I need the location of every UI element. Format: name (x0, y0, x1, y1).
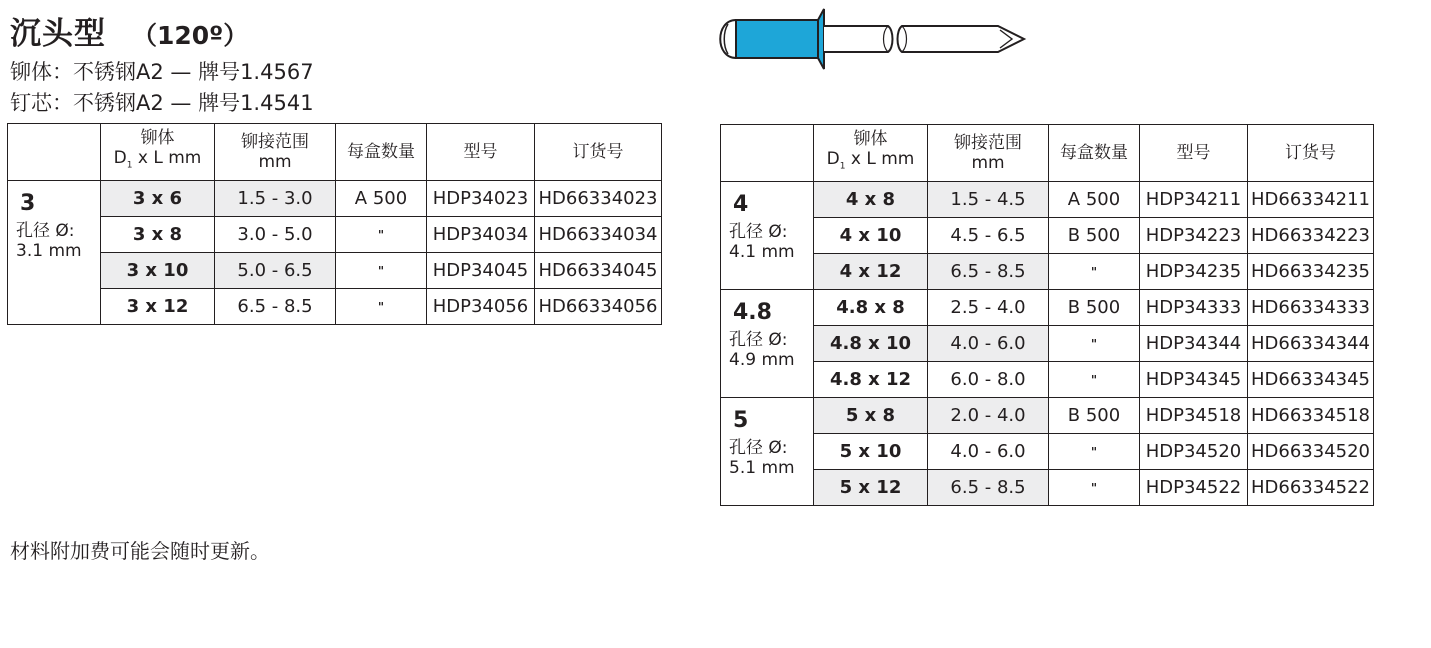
range-cell: 1.5 - 3.0 (215, 181, 336, 217)
header-order-no: 订货号 (535, 124, 662, 181)
type-cell: HDP34520 (1140, 434, 1248, 470)
range-cell: 6.5 - 8.5 (928, 254, 1049, 290)
header-body-prefix: D (826, 149, 840, 170)
type-cell: HDP34223 (1140, 218, 1248, 254)
group-hole-value: 3.1 mm (16, 241, 82, 261)
type-cell: HDP34023 (427, 181, 535, 217)
page-title (10, 8, 248, 53)
table-row (721, 434, 1374, 470)
size-cell: 5 x 8 (814, 398, 928, 434)
order-cell: HD66334518 (1248, 398, 1374, 434)
type-cell: HDP34522 (1140, 470, 1248, 506)
type-cell: HDP34045 (427, 253, 535, 289)
type-cell: HDP34211 (1140, 182, 1248, 218)
group-hole-label: 孔径 Ø: (16, 221, 75, 241)
header-grip-line1: 铆接范围 (241, 132, 309, 152)
size-cell: 4.8 x 12 (814, 362, 928, 398)
box-cell-ditto: " (1049, 326, 1140, 362)
order-cell: HD66334522 (1248, 470, 1374, 506)
box-cell-ditto: " (1049, 254, 1140, 290)
header-body-size (814, 125, 928, 182)
type-cell: HDP34034 (427, 217, 535, 253)
header-body-suffix: x L mm (132, 148, 202, 169)
range-cell: 1.5 - 4.5 (928, 182, 1049, 218)
order-cell: HD66334235 (1248, 254, 1374, 290)
box-cell-ditto: " (1049, 470, 1140, 506)
order-cell: HD66334520 (1248, 434, 1374, 470)
group-diameter: 3 (20, 191, 36, 216)
range-cell: 4.0 - 6.0 (928, 434, 1049, 470)
range-cell: 3.0 - 5.0 (215, 217, 336, 253)
surcharge-note: 材料附加费可能会随时更新。 (10, 539, 270, 563)
title-angle: （120º） (132, 21, 249, 50)
header-grip-line2: mm (971, 153, 1005, 173)
group-hole-value: 4.9 mm (729, 350, 795, 370)
group-cell (721, 182, 814, 290)
size-cell: 4.8 x 8 (814, 290, 928, 326)
table-row (8, 289, 662, 325)
table-row (721, 290, 1374, 326)
box-cell: A 500 (336, 181, 427, 217)
header-blank (8, 124, 101, 181)
title-text: 沉头型 (10, 16, 106, 52)
header-body-size (101, 124, 215, 181)
range-cell: 5.0 - 6.5 (215, 253, 336, 289)
header-body-line1: 铆体 (140, 128, 175, 149)
group-hole-label: 孔径 Ø: (729, 222, 788, 242)
group-hole-label: 孔径 Ø: (729, 330, 788, 350)
order-cell: HD66334023 (535, 181, 662, 217)
table-row (8, 217, 662, 253)
table-row (721, 326, 1374, 362)
type-cell: HDP34344 (1140, 326, 1248, 362)
header-order-no: 订货号 (1248, 125, 1374, 182)
table-header-row (8, 124, 662, 181)
group-diameter: 4.8 (733, 300, 772, 325)
range-cell: 2.0 - 4.0 (928, 398, 1049, 434)
box-cell-ditto: " (336, 253, 427, 289)
header-grip-range (215, 124, 336, 181)
size-cell: 5 x 10 (814, 434, 928, 470)
box-cell-ditto: " (336, 217, 427, 253)
size-cell: 3 x 10 (101, 253, 215, 289)
header-type: 型号 (427, 124, 535, 181)
table-row (721, 218, 1374, 254)
mandrel-material-spec: 钉芯：不锈钢A2 — 牌号1.4541 (10, 91, 314, 115)
range-cell: 2.5 - 4.0 (928, 290, 1049, 326)
order-cell: HD66334344 (1248, 326, 1374, 362)
size-cell: 3 x 6 (101, 181, 215, 217)
header-body-subscript: 1 (839, 161, 846, 172)
header-body-subscript: 1 (126, 160, 133, 171)
size-cell: 4.8 x 10 (814, 326, 928, 362)
size-cell: 4 x 8 (814, 182, 928, 218)
group-hole-value: 5.1 mm (729, 458, 795, 478)
type-cell: HDP34518 (1140, 398, 1248, 434)
countersunk-rivet-illustration (718, 6, 1030, 72)
range-cell: 6.5 - 8.5 (215, 289, 336, 325)
header-body-suffix: x L mm (845, 149, 915, 170)
order-cell: HD66334045 (535, 253, 662, 289)
box-cell: B 500 (1049, 218, 1140, 254)
type-cell: HDP34333 (1140, 290, 1248, 326)
header-grip-line1: 铆接范围 (954, 133, 1022, 153)
group-cell (721, 398, 814, 506)
box-cell: B 500 (1049, 290, 1140, 326)
table-row (721, 398, 1374, 434)
range-cell: 4.0 - 6.0 (928, 326, 1049, 362)
order-cell: HD66334223 (1248, 218, 1374, 254)
order-cell: HD66334211 (1248, 182, 1374, 218)
size-cell: 5 x 12 (814, 470, 928, 506)
group-cell (8, 181, 101, 325)
body-material-spec: 铆体：不锈钢A2 — 牌号1.4567 (10, 60, 314, 84)
table-row (8, 253, 662, 289)
box-cell: B 500 (1049, 398, 1140, 434)
header-grip-line2: mm (258, 152, 292, 172)
group-hole-value: 4.1 mm (729, 242, 795, 262)
range-cell: 4.5 - 6.5 (928, 218, 1049, 254)
header-body-line1: 铆体 (853, 129, 888, 150)
box-cell-ditto: " (1049, 362, 1140, 398)
table-row (721, 254, 1374, 290)
box-cell-ditto: " (336, 289, 427, 325)
group-hole-label: 孔径 Ø: (729, 438, 788, 458)
header-body-prefix: D (113, 148, 127, 169)
table-row (721, 362, 1374, 398)
table-row (721, 470, 1374, 506)
size-cell: 3 x 12 (101, 289, 215, 325)
order-cell: HD66334345 (1248, 362, 1374, 398)
order-cell: HD66334333 (1248, 290, 1374, 326)
table-row (721, 182, 1374, 218)
size-cell: 3 x 8 (101, 217, 215, 253)
range-cell: 6.5 - 8.5 (928, 470, 1049, 506)
order-cell: HD66334056 (535, 289, 662, 325)
type-cell: HDP34345 (1140, 362, 1248, 398)
header-grip-range (928, 125, 1049, 182)
range-cell: 6.0 - 8.0 (928, 362, 1049, 398)
header-blank (721, 125, 814, 182)
box-cell: A 500 (1049, 182, 1140, 218)
group-cell (721, 290, 814, 398)
header-box-qty: 每盒数量 (1049, 125, 1140, 182)
order-cell: HD66334034 (535, 217, 662, 253)
rivet-table-4-5mm (720, 124, 1374, 506)
box-cell-ditto: " (1049, 434, 1140, 470)
size-cell: 4 x 12 (814, 254, 928, 290)
type-cell: HDP34235 (1140, 254, 1248, 290)
group-diameter: 5 (733, 408, 749, 433)
rivet-table-3mm (7, 123, 662, 325)
size-cell: 4 x 10 (814, 218, 928, 254)
header-type: 型号 (1140, 125, 1248, 182)
type-cell: HDP34056 (427, 289, 535, 325)
group-diameter: 4 (733, 192, 749, 217)
header-box-qty: 每盒数量 (336, 124, 427, 181)
table-header-row (721, 125, 1374, 182)
table-row (8, 181, 662, 217)
